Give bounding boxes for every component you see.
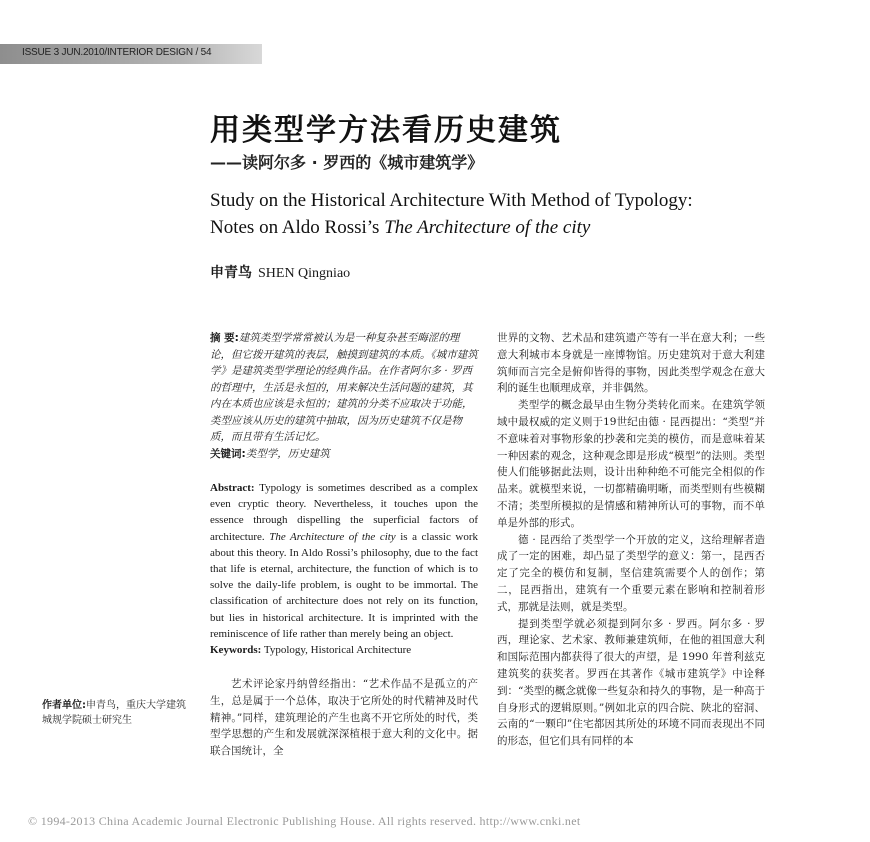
issue-header-text: ISSUE 3 JUN.2010/INTERIOR DESIGN / 54 — [22, 47, 212, 58]
abstract-cn-label: 摘 要: — [210, 332, 239, 344]
body-paragraph-2: 类型学的概念最早由生物分类转化而来。在建筑学领域中最权威的定义则于19世纪由德 · 昆西提出：“类型”并不意味着对事物形象的抄袭和完美的模仿，而是意味着某一种因素的观念，这种观念即是形成“模型”的法则。类型使人们能够据此法则，设计出种种绝不可能完全相似的作品来。就模型来说，一切都精确明晰，而类型则有些模糊不清；类型所模拟的是情感和精神所认可的事物，而不单单是外部的形式。 — [497, 399, 765, 529]
abstract-chinese — [210, 330, 478, 446]
abstract-english — [210, 480, 478, 642]
subtitle-chinese: ——读阿尔多 · 罗西的《城市建筑学》 — [210, 153, 484, 172]
copyright-footer: © 1994-2013 China Academic Journal Electronic Publishing House. All rights reserved. http://www.cnki.net — [28, 814, 581, 828]
abstract-cn-text: 建筑类型学常常被认为是一种复杂甚至晦涩的理论，但它拨开建筑的表层，触摸到建筑的本质。《城市建筑学》是建筑类型学理论的经典作品。在作者阿尔多 · 罗西的哲理中，生活是永恒的，用来解决生活问题的建筑，其内在本质也应该是永恒的；建筑的分类不应取决于功能，类型应该从历史的建筑中抽取，因为历史建筑不仅是物质，而且带有生活记忆。 — [210, 332, 478, 443]
abstract-en-text2: is a classic work about this theory. In Aldo Rossi’s philosophy, due to the fact that life is eternal, architecture, the function of which is to solve the daily-life problem, is ought to be immortal. The classification of architecture does not rely on its function, but lies in historical architecture. It is imprinted with the reminiscence of life rather than merely being an object. — [210, 530, 479, 640]
author-name-en: SHEN Qingniao — [258, 266, 351, 281]
abstract-en-text1: Typology is sometimes described as a complex even cryptic theory. Nevertheless, it touches upon the essence through dispelling the superficial factors of architecture. — [210, 482, 478, 543]
keywords-en-label: Keywords: — [210, 644, 262, 657]
author-name-cn: 申青鸟 — [210, 265, 252, 281]
right-column — [497, 330, 765, 750]
body-paragraph-left: 艺术评论家丹纳曾经指出：“艺术作品不是孤立的产生，总是属于一个总体，取决于它所处的时代精神及时代精神。”同样，建筑理论的产生也离不开它所处的时代，类型学思想的产生和发展就深深植根于意大利的文化中。据联合国统计，全 — [210, 678, 478, 758]
left-column — [210, 330, 478, 760]
author-line — [210, 262, 350, 282]
body-paragraph-3: 德 · 昆西给了类型学一个开放的定义，这给理解者造成了一定的困难，却凸显了类型学的意义：第一，昆西否定了完全的模仿和复制，坚信建筑需要个人的创作；第二，昆西指出，建筑有一个重要元素在影响和控制着形式，那就是法则，就是类型。 — [497, 533, 765, 613]
title-english-book: The Architecture of the city — [384, 217, 591, 238]
abstract-en-label: Abstract: — [210, 482, 255, 494]
title-english-line2-prefix: Notes on Aldo Rossi’s — [210, 217, 385, 238]
author-affiliation-text: 申青鸟，重庆大学建筑城规学院硕士研究生 — [42, 700, 186, 726]
author-affiliation-label: 作者单位: — [42, 700, 86, 711]
keywords-english — [210, 642, 478, 658]
abstract-en-book: The Architecture of the city — [269, 530, 396, 543]
title-english — [210, 187, 770, 241]
body-paragraph-1: 世界的文物、艺术品和建筑遗产等有一半在意大利；一些意大利城市本身就是一座博物馆。历史建筑对于意大利建筑师而言完全是俯仰皆得的事物，因此类型学观念在意大利的诞生也顺理成章，并非偶然。 — [497, 332, 765, 395]
author-affiliation — [42, 698, 192, 728]
body-paragraph-4: 提到类型学就必须提到阿尔多 · 罗西。阿尔多 · 罗西，理论家、艺术家、教师兼建筑师，在他的祖国意大利和国际范围内都获得了很大的声望，是 1990 年普利兹克建筑奖的获奖者。罗西在其著作《城市建筑学》中诠释到：“类型的概念就像一些复杂和持久的事物，是一种高于自身形式的逻辑原则。”例如北京的四合院、陕北的窑洞、云南的“一颗印”住宅都因其所处的环境不同而表现出不同的形态，但它们具有同样的本 — [497, 617, 765, 748]
keywords-en-text: Typology, Historical Architecture — [261, 644, 412, 657]
keywords-cn-text: 类型学，历史建筑 — [245, 447, 330, 460]
keywords-chinese — [210, 446, 478, 463]
keywords-cn-label: 关键词: — [210, 447, 246, 460]
title-english-line2 — [210, 214, 770, 241]
title-chinese: 用类型学方法看历史建筑 — [210, 113, 562, 148]
title-english-line1: Study on the Historical Architecture With Method of Typology: — [210, 190, 693, 211]
